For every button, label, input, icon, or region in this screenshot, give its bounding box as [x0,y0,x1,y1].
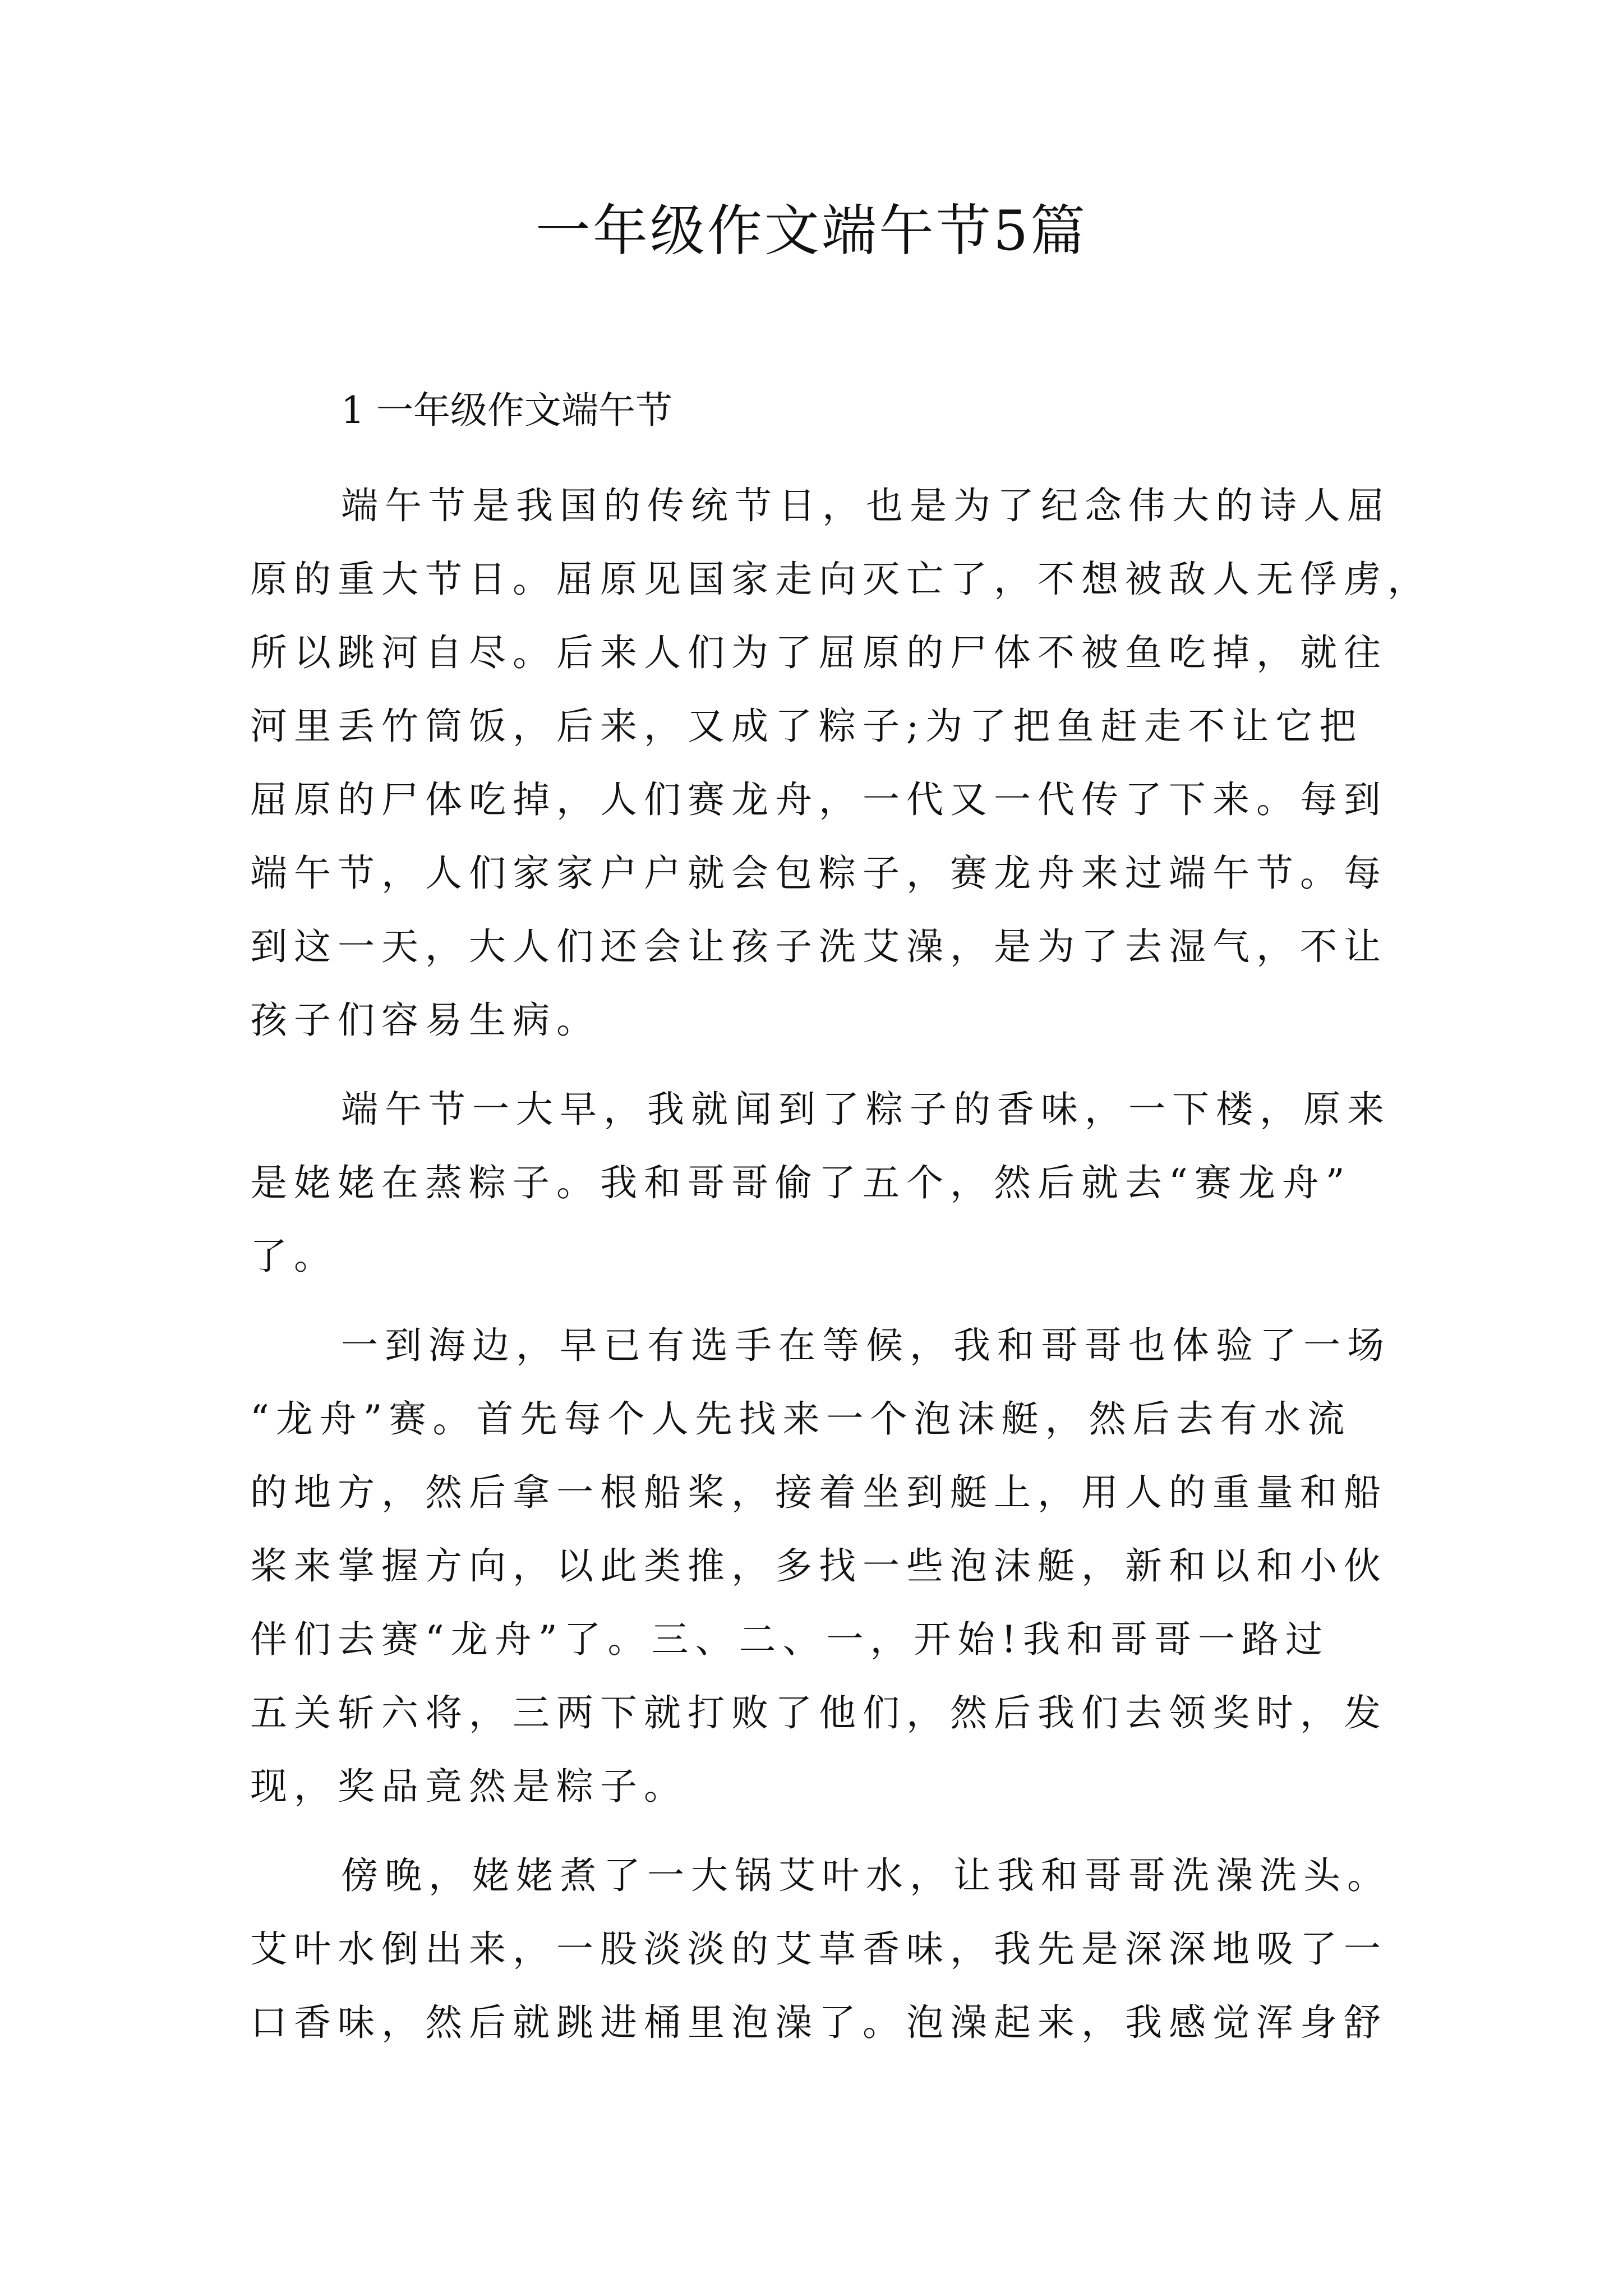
paragraph-line: 的地方，然后拿一根船桨，接着坐到艇上，用人的重量和船 [250,1471,1387,1514]
paragraph-line: 所以跳河自尽。后来人们为了屈原的尸体不被鱼吃掉，就往 [250,631,1387,674]
paragraph-line: “龙舟”赛。首先每个人先找来一个泡沫艇，然后去有水流 [250,1397,1352,1441]
paragraph-line: 现，奖品竟然是粽子。 [250,1765,688,1808]
paragraph-line: 伴们去赛“龙舟”了。三、二、一，开始!我和哥哥一路过 [250,1618,1330,1661]
paragraph-line: 到这一天，大人们还会让孩子洗艾澡，是为了去湿气，不让 [250,925,1387,968]
paragraph-line: 口香味，然后就跳进桶里泡澡了。泡澡起来，我感觉浑身舒 [250,2001,1387,2044]
section-heading: 1 一年级作文端午节 [341,389,672,432]
paragraph-line: 艾叶水倒出来，一股淡淡的艾草香味，我先是深深地吸了一 [250,1927,1387,1971]
paragraph-line: 端午节，人们家家户户就会包粽子，赛龙舟来过端午节。每 [250,852,1387,895]
paragraph-line: 孩子们容易生病。 [250,999,600,1042]
paragraph-1 [250,469,1431,1057]
paragraph-line: 傍晚，姥姥煮了一大锅艾叶水，让我和哥哥洗澡洗头。 [341,1854,1391,1897]
paragraph-line: 了。 [250,1235,338,1278]
paragraph-line: 五关斩六将，三两下就打败了他们，然后我们去领奖时，发 [250,1691,1387,1734]
paragraph-line: 河里丢竹筒饭，后来，又成了粽子;为了把鱼赶走不让它把 [250,705,1363,748]
paragraph-line: 桨来掌握方向，以此类推，多找一些泡沫艇，新和以和小伙 [250,1544,1387,1588]
paragraph-line: 端午节是我国的传统节日，也是为了纪念伟大的诗人屈 [341,484,1391,527]
paragraph-line: 一到海边，早已有选手在等候，我和哥哥也体验了一场 [341,1324,1391,1367]
document-body [250,377,1431,2059]
paragraph-line: 原的重大节日。屈原见国家走向灭亡了，不想被敌人无俘虏， [250,558,1431,601]
paragraph-line: 端午节一大早，我就闻到了粽子的香味，一下楼，原来 [341,1088,1391,1131]
paragraph-2 [250,1073,1391,1293]
paragraph-4 [250,1839,1391,2059]
paragraph-line: 是姥姥在蒸粽子。我和哥哥偷了五个，然后就去“赛龙舟” [250,1161,1352,1204]
paragraph-3 [250,1309,1391,1823]
document-title: 一年级作文端午节5篇 [535,199,1088,263]
paragraph-line: 屈原的尸体吃掉，人们赛龙舟，一代又一代传了下来。每到 [250,778,1387,821]
